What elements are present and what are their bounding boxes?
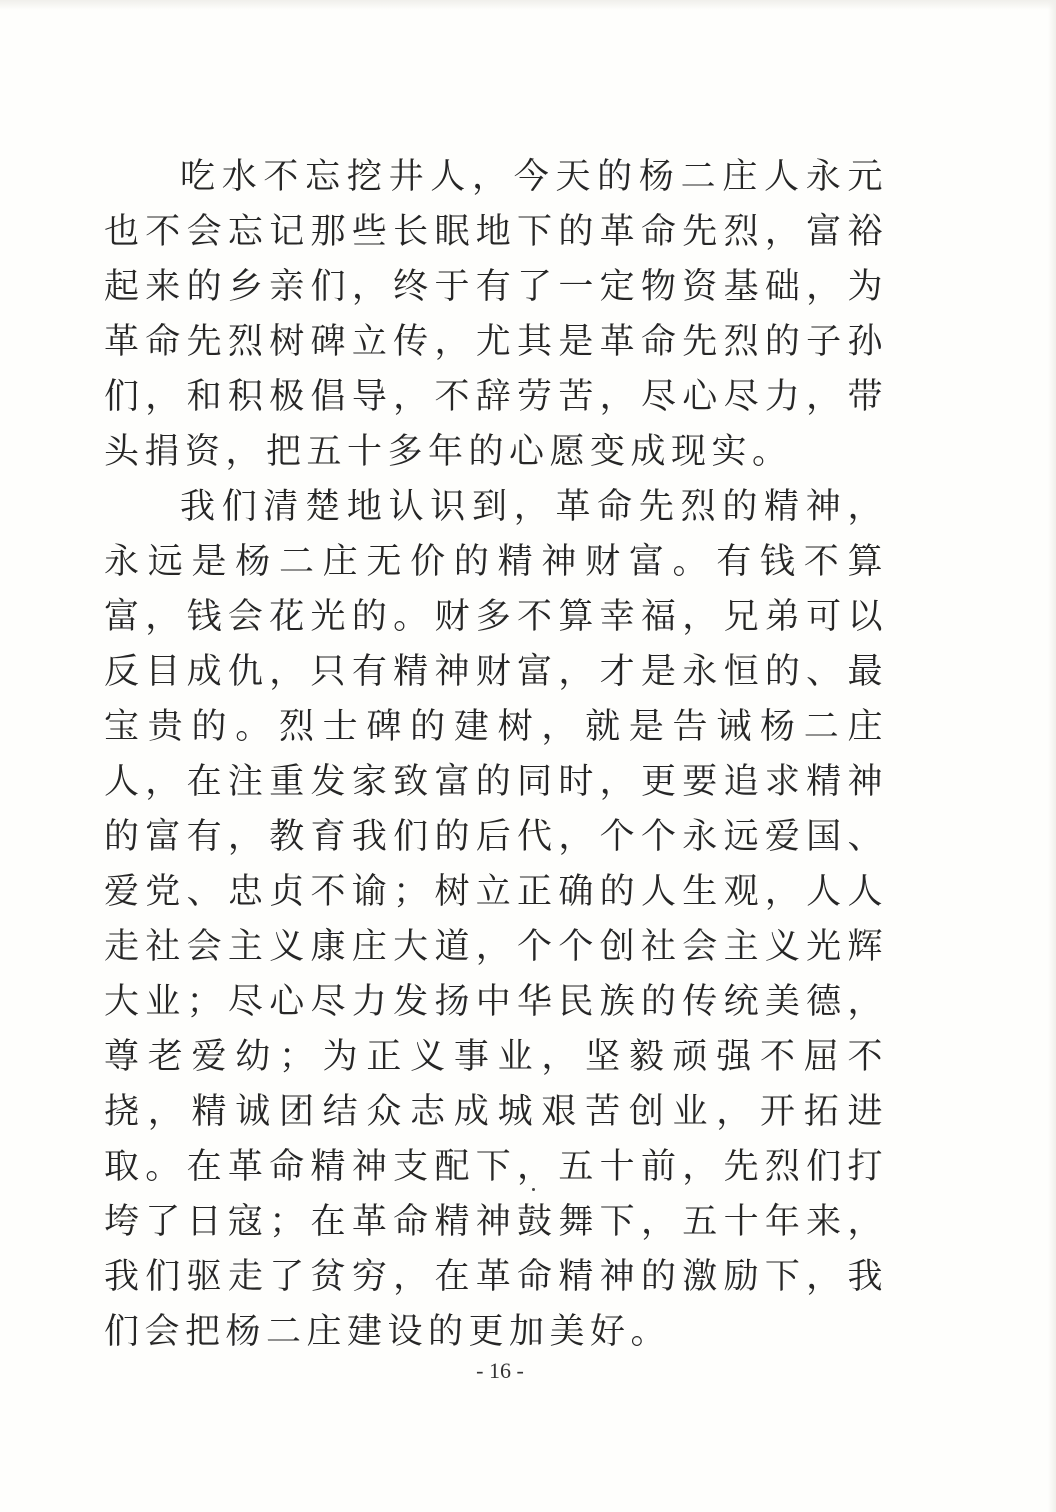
paragraph-2: 我们清楚地认识到，革命先烈的精神，永远是杨二庄无价的精神财富。有钱不算富，钱会花光的。财多不算幸福，兄弟可以反目成仇，只有精神财富，才是永恒的、最宝贵的。烈士碑的建树，就是告诫杨二庄人，在注重发家致富的同时，更要追求精神的富有，教育我们的后代，个个永远爱国、爱党、忠贞不谕；树立正确的人生观，人人走社会主义康庄大道，个个创社会主义光辉大业；尽心尽力发扬中华民族的传统美德，尊老爱幼；为正义事业，坚毅顽强不屈不挠，精诚团结众志成城艰苦创业，开拓进取。在革命精神支配下，五十前，先烈们打垮了日寇；在革命精神鼓舞下，五十年来，我们驱走了贫穷，在革命精神的激励下，我们会把杨二庄建设的更加美好。: [104, 487, 888, 1352]
paragraph-1: 吃水不忘挖井人，今天的杨二庄人永元也不会忘记那些长眠地下的革命先烈，富裕起来的乡亲们，终于有了一定物资基础，为革命先烈树碑立传，尤其是革命先烈的子孙们，和积极倡导，不辞劳苦，尽心尽力，带头捐资，把五十多年的心愿变成现实。: [104, 157, 888, 472]
scan-shadow-right: [1048, 0, 1056, 1512]
scan-speck: [532, 1188, 535, 1191]
page-number: - 16 -: [476, 1358, 524, 1383]
scan-shadow-top: [0, 0, 1056, 10]
body-text: [104, 150, 888, 1360]
